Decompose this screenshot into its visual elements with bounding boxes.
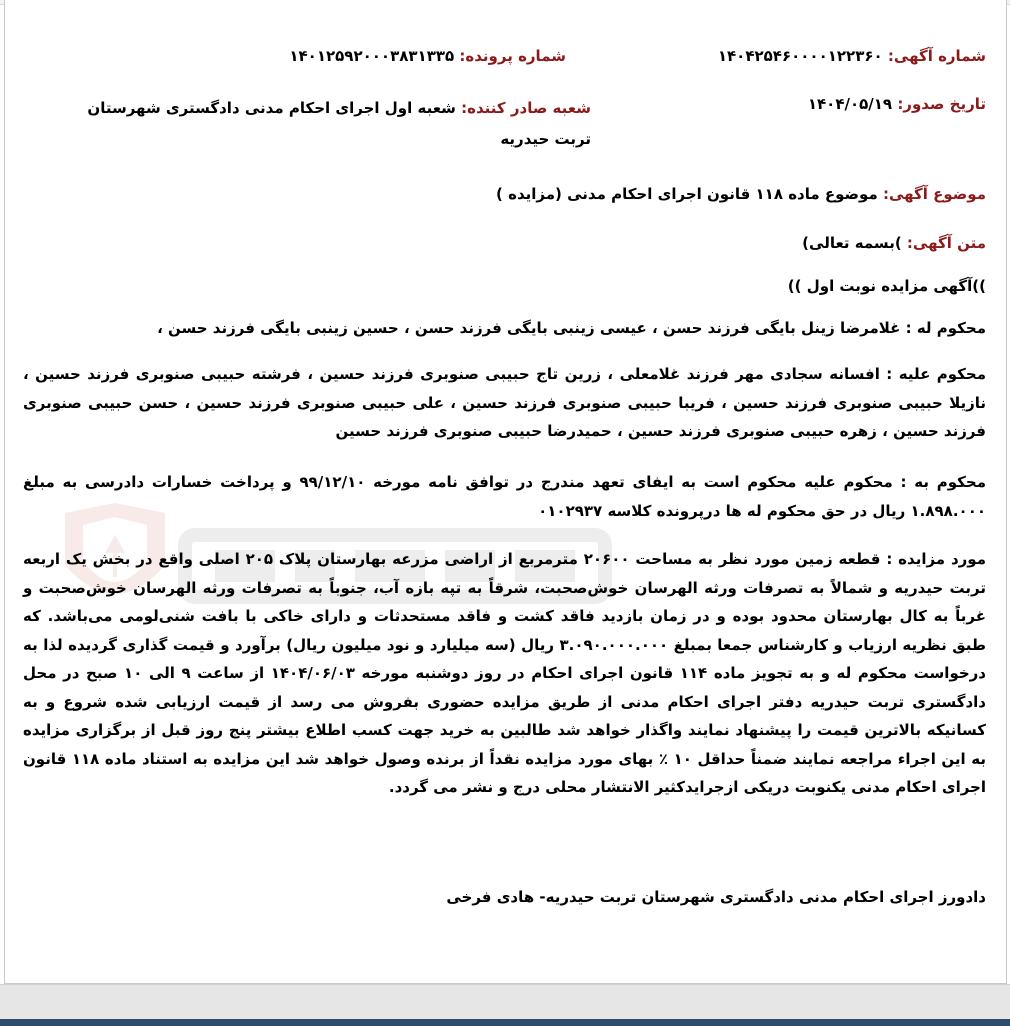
auction-item-paragraph	[23, 545, 986, 802]
auction-item-value: قطعه زمین مورد نظر به مساحت ۲۰۶۰۰ مترمربع از اراضی مزرعه بهارستان پلاک ۲۰۵ اصلی واقع در بخش یک اربعه تربت حیدریه و شمالاً به تصرفات ورثه الهرسان خوش‌صحبت، شرقاً به تپه بازه آب، جنوباً به تصرفات ورثه الهرسان خوش‌صحبت و غرباً به کال بهارستان محدود بوده و در زمان بازدید فاقد کشت و فاقد مستحدثات و دارای خاکی با بافت شنی‌لومی می‌باشد. که طبق نظریه ارزیاب و کارشناس جمعا بمبلغ ۳.۰۹۰.۰۰۰.۰۰۰ ریال (سه میلیارد و نود میلیون ریال) برآورد و قیمت گذاری گردیده لذا به درخواست محکوم له و به تجویز ماده ۱۱۴ قانون اجرای احکام در روز دوشنبه مورخه ۱۴۰۴/۰۶/۰۳ از ساعت ۹ الی ۱۰ صبح در محل دادگستری تربت حیدریه دفتر اجرای احکام مدنی از طریق مزایده حضوری بفروش می رسد از قیمت ارزیابی شده شروع و به کسانیکه بالاترین قیمت را پیشنهاد نمایند واگذار خواهد شد طالبین به خرید جهت کسب اطلاع بیشتر پنج روز قبل از برگزاری مزایده به این اجراء مراجعه نمایند ضمناً حداقل ۱۰ ٪ بهای مورد مزایده نقداً از برنده وصول خواهد شد این مزایده به استناد ماده ۱۱۸ قانون اجرای احکام مدنی یکنوبت دریکی ازجرایدکثیر الانتشار محلی درج و نشر می گردد.	[23, 550, 987, 796]
auction-heading: ))آگهی مزایده نوبت اول ))	[787, 277, 986, 295]
footer-panel	[0, 984, 1010, 1021]
issuing-branch-row	[71, 93, 591, 155]
judgment-value: محکوم علیه محکوم است به ایفای تعهد مندرج در توافق نامه مورخه ۹۹/۱۲/۱۰ و پرداخت خسارات دادرسی به مبلغ ۱.۸۹۸.۰۰۰ ریال در حق محکوم له ها درپرونده کلاسه ۰۱۰۲۹۳۷	[23, 473, 986, 520]
file-number-value: ۱۴۰۱۲۵۹۲۰۰۰۳۸۳۱۳۳۵	[289, 47, 455, 65]
subject-row	[496, 183, 986, 205]
notice-number-label: شماره آگهی:	[887, 47, 986, 65]
judgment-creditor-label: محکوم له :	[905, 319, 986, 337]
issuing-branch-value: شعبه اول اجرای احکام مدنی دادگستری شهرستان تربت حیدریه	[87, 99, 591, 148]
judgment-label: محکوم به :	[900, 473, 986, 491]
notice-number-row	[718, 45, 986, 67]
body-label-row	[802, 232, 986, 254]
footer-bar	[0, 1019, 1010, 1026]
issue-date-row	[808, 93, 986, 115]
file-number-label: شماره پرونده:	[459, 47, 566, 65]
issuing-branch-label: شعبه صادر کننده:	[461, 99, 591, 117]
judgment-debtor-label: محکوم علیه :	[886, 365, 986, 383]
issue-date-label: تاریخ صدور:	[897, 95, 986, 113]
subject-label: موضوع آگهی:	[882, 185, 986, 203]
judgment-creditor-value: غلامرضا زینل بایگی فرزند حسن ، عیسی زینبی بایگی فرزند حسن ، حسین زینبی بایگی فرزند حسن ،	[157, 319, 901, 337]
invocation: )بسمه تعالی)	[802, 234, 902, 252]
notice-number-value: ۱۴۰۴۲۵۴۶۰۰۰۰۱۲۲۳۶۰	[717, 47, 883, 65]
judgment-paragraph	[23, 468, 986, 525]
auction-item-label: مورد مزایده :	[886, 550, 986, 568]
notice-frame	[4, 0, 1007, 984]
judgment-debtor-paragraph	[23, 360, 986, 446]
issue-date-value: ۱۴۰۴/۰۵/۱۹	[807, 95, 893, 113]
subject-value: موضوع ماده ۱۱۸ قانون اجرای احکام مدنی (مزایده )	[496, 185, 878, 203]
judgment-debtor-value: افسانه سجادی مهر فرزند غلامعلی ، زرین تاج حبیبی صنوبری فرزند حسین ، فرشته حبیبی صنوبری فرزند حسین ، نازیلا حبیبی صنوبری فرزند حسین ، فریبا حبیبی صنوبری فرزند حسین ، علی حبیبی صنوبری فرزند حسین ، حسن حبیبی صنوبری فرزند حسین ، زهره حبیبی صنوبری فرزند حسین ، حمیدرضا حبیبی صنوبری فرزند حسین	[23, 365, 986, 440]
file-number-row	[289, 45, 566, 67]
judgment-creditor-paragraph	[23, 314, 986, 343]
signature: دادورز اجرای احکام مدنی دادگستری شهرستان تربت حیدریه- هادی فرخی	[446, 888, 986, 906]
body-label: متن آگهی:	[906, 234, 986, 252]
